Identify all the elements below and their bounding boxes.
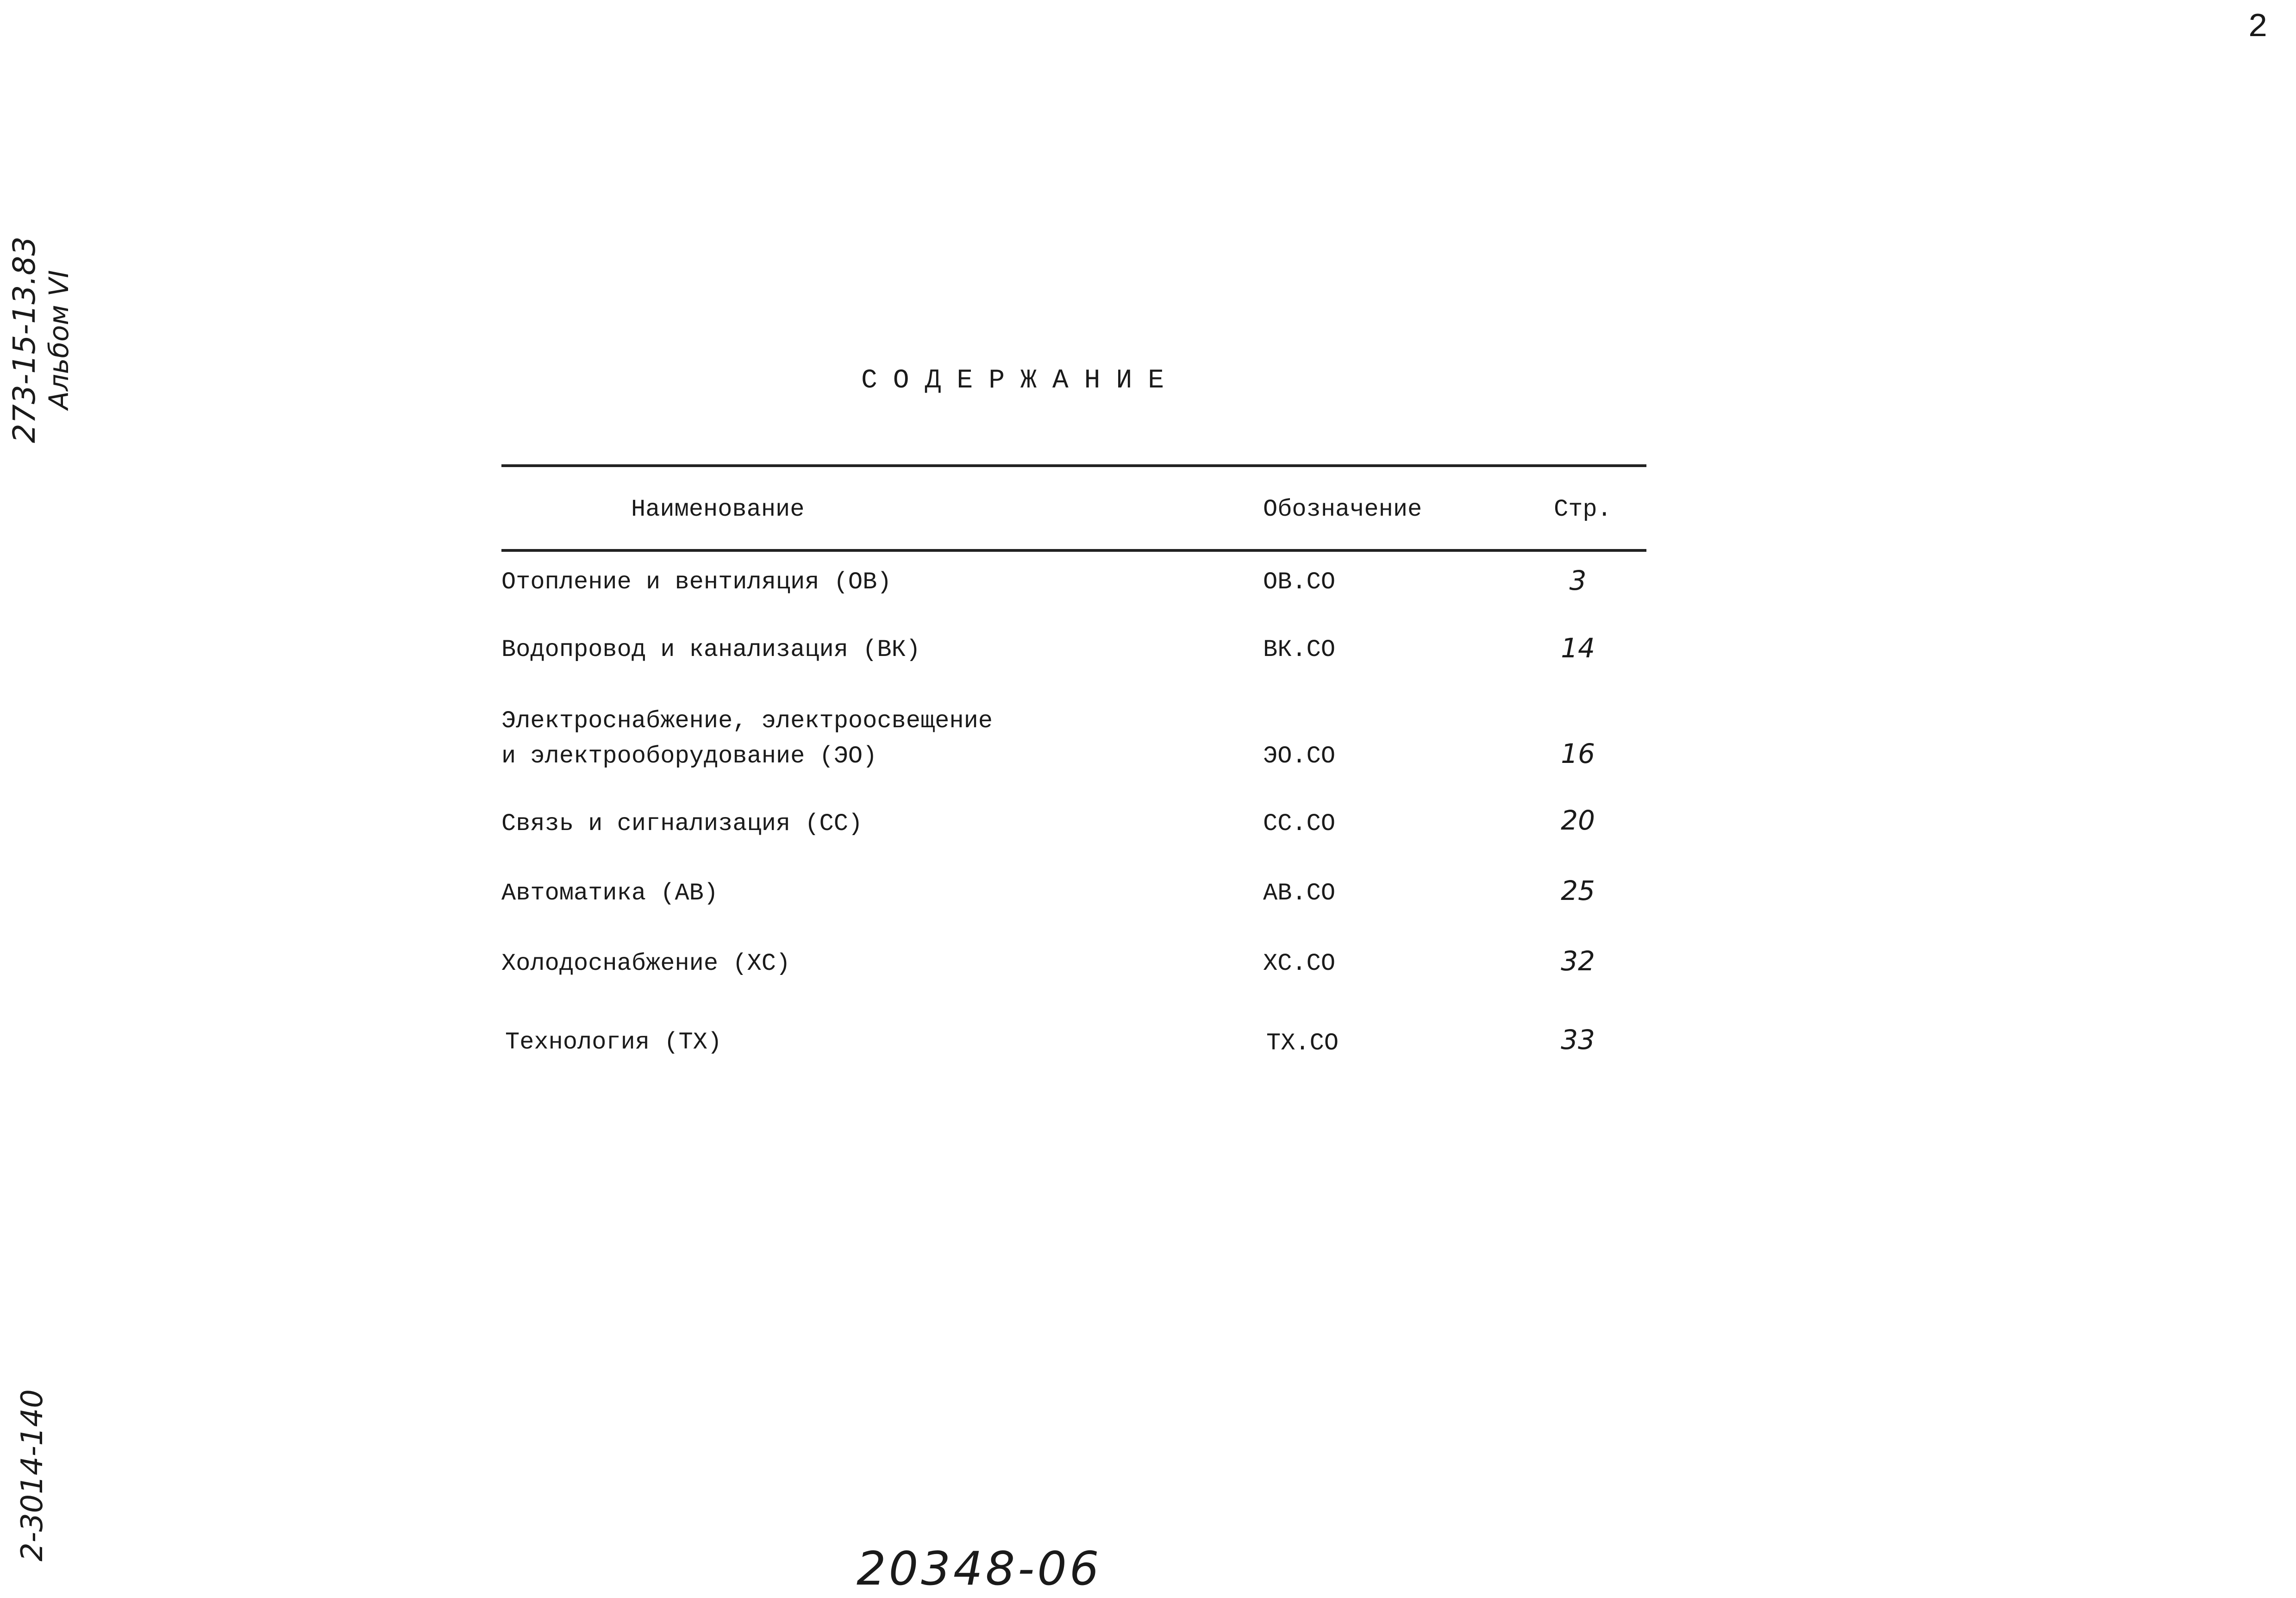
row-page: 25 — [1561, 875, 1595, 906]
header-code: Обозначение — [1263, 496, 1422, 523]
row-code: СС.СО — [1263, 810, 1336, 837]
side-number: 2-3014-140 — [15, 1389, 50, 1561]
row-name-line1: Электроснабжение, электроосвещение — [501, 707, 993, 735]
row-name: Автоматика (АВ) — [501, 880, 719, 907]
row-code: ОВ.СО — [1263, 568, 1336, 596]
bottom-number: 20348-06 — [857, 1542, 1102, 1596]
row-page: 20 — [1561, 805, 1595, 836]
row-name-line2: и электрооборудование (ЭО) — [501, 743, 877, 770]
row-name: Технология (ТХ) — [505, 1029, 722, 1056]
row-code: ТХ.СО — [1266, 1030, 1339, 1057]
table-row — [501, 867, 1646, 937]
row-name: Холодоснабжение (ХС) — [501, 950, 791, 977]
table-row — [501, 552, 1646, 621]
document-title: СОДЕРЖАНИЕ — [861, 366, 1180, 396]
row-page: 33 — [1561, 1024, 1595, 1055]
side-stamp-code: 273-15-13.83 — [6, 236, 42, 443]
row-code: ЭО.СО — [1263, 743, 1336, 770]
contents-table — [501, 464, 1646, 1085]
header-page: Стр. — [1554, 496, 1612, 523]
row-page: 16 — [1561, 738, 1595, 769]
side-stamp-album: Альбом VI — [43, 270, 75, 410]
row-name: Водопровод и канализация (ВК) — [501, 636, 920, 663]
table-row — [501, 691, 1646, 797]
table-row — [501, 797, 1646, 867]
table-row — [501, 621, 1646, 691]
table-row — [501, 937, 1646, 1016]
table-row — [501, 1016, 1646, 1085]
row-name: Отопление и вентиляция (ОВ) — [501, 568, 892, 596]
table-header — [501, 467, 1646, 549]
side-stamp — [7, 178, 76, 502]
row-page: 3 — [1569, 565, 1587, 596]
row-page: 32 — [1561, 945, 1595, 977]
row-code: ВК.СО — [1263, 636, 1336, 663]
header-name: Наименование — [631, 496, 805, 523]
row-name: Связь и сигнализация (СС) — [501, 810, 863, 837]
row-code: АВ.СО — [1263, 880, 1336, 907]
row-code: ХС.СО — [1263, 950, 1336, 977]
row-page: 14 — [1561, 632, 1595, 664]
page-number: 2 — [2248, 8, 2268, 46]
